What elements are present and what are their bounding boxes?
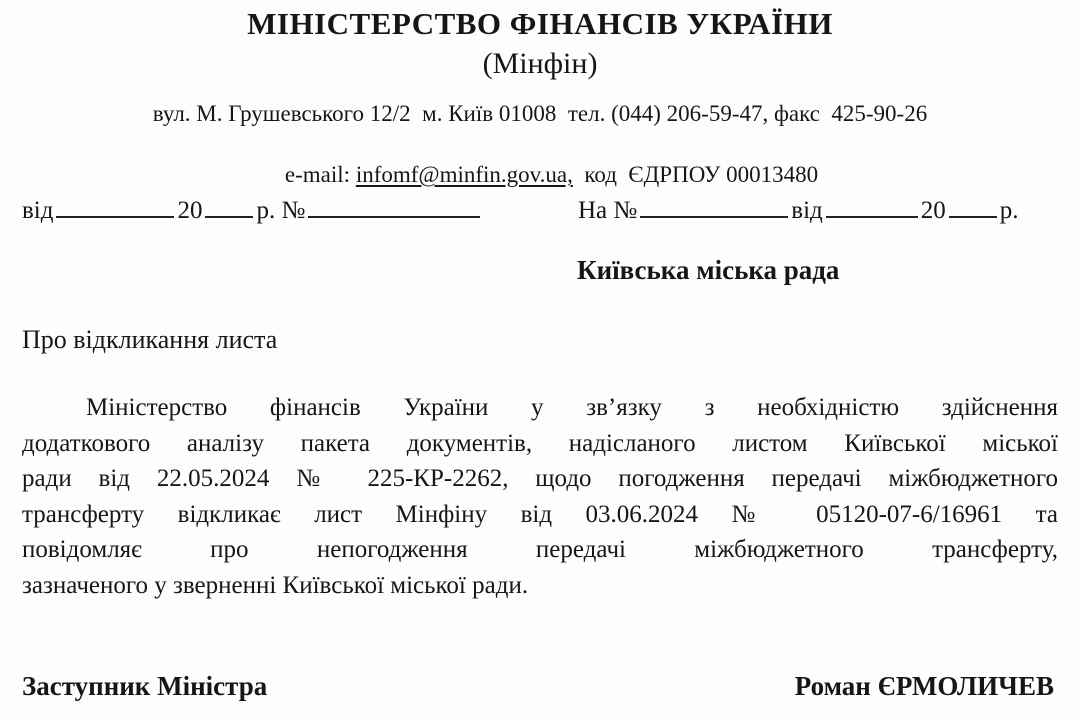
body-line: Міністерство фінансів України у зв’язку з необхідністю здійснення xyxy=(86,394,1058,421)
body-line: ради від 22.05.2024 № 225-КР-2262, щодо погодження передачі міжбюджетного xyxy=(22,465,1058,493)
email-address: infomf@minfin.gov.ua, xyxy=(355,162,573,187)
outgoing-reference xyxy=(22,192,483,225)
body-line: додаткового аналізу пакета документів, надісланого листом Київської міської xyxy=(22,429,1058,457)
body-paragraph xyxy=(22,390,1058,604)
outgoing-year-blank xyxy=(205,192,253,218)
body-line: повідомляє про непогодження передачі міжбюджетного трансферту, xyxy=(22,536,1058,564)
outgoing-year-prefix: 20 xyxy=(177,196,203,224)
incoming-date-blank xyxy=(826,192,918,218)
subject-line: Про відкликання листа xyxy=(22,325,278,354)
address-line: вул. М. Грушевського 12/2 м. Київ 01008 тел. (044) 206-59-47, факс 425-90-26 xyxy=(152,101,928,126)
outgoing-number-blank xyxy=(308,192,480,218)
incoming-year-suffix: р. xyxy=(999,196,1019,224)
outgoing-date-blank xyxy=(56,192,174,218)
incoming-reference xyxy=(578,192,1019,225)
signer-name: Роман ЄРМОЛИЧЕВ xyxy=(794,671,1054,701)
body-line: зазначеного у зверненні Київської міської ради. xyxy=(22,571,529,599)
reference-row xyxy=(0,192,1080,232)
incoming-year-prefix: 20 xyxy=(920,196,946,224)
incoming-number-label: На № xyxy=(578,196,638,224)
incoming-number-blank xyxy=(640,192,788,218)
email-label: e-mail: xyxy=(284,162,356,187)
body-line: трансферту відкликає лист Мінфіну від 03.06.2024 № 05120-07-6/16961 та xyxy=(22,500,1058,528)
edrpou-code: код ЄДРПОУ 00013480 xyxy=(572,162,819,187)
incoming-year-blank xyxy=(949,192,997,218)
outgoing-number-label: р. № xyxy=(256,196,306,224)
ministry-title: МІНІСТЕРСТВО ФІНАНСІВ УКРАЇНИ xyxy=(247,6,833,41)
ministry-short-name: (Мінфін) xyxy=(482,47,598,80)
recipient: Київська міська рада xyxy=(577,255,840,285)
signer-position: Заступник Міністра xyxy=(22,671,268,701)
outgoing-from-label: від xyxy=(22,196,54,224)
signature-row xyxy=(22,671,1054,702)
incoming-from-label: від xyxy=(791,196,823,224)
